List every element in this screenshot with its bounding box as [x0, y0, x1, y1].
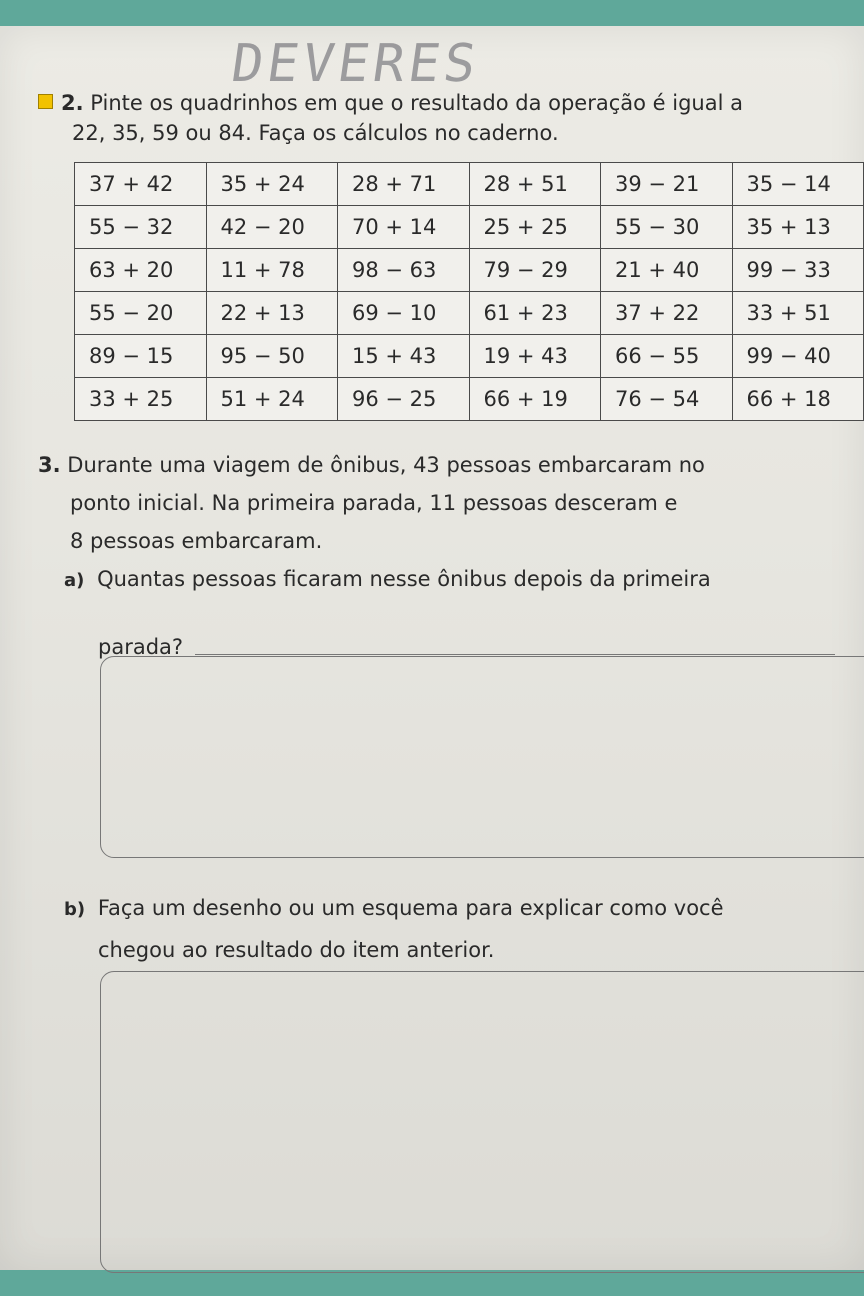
grid-cell[interactable]: 61 + 23 — [469, 292, 601, 335]
question-marker-icon — [38, 94, 53, 109]
grid-cell[interactable]: 11 + 78 — [206, 249, 338, 292]
question-3a — [64, 561, 854, 665]
grid-cell[interactable]: 25 + 25 — [469, 206, 601, 249]
question-3-text-line2: ponto inicial. Na primeira parada, 11 pessoas desceram e — [70, 491, 678, 515]
grid-cell[interactable]: 28 + 71 — [338, 163, 470, 206]
grid-cell[interactable]: 55 − 20 — [75, 292, 207, 335]
drawing-box-b[interactable] — [100, 971, 864, 1273]
question-3-number: 3. — [38, 453, 61, 477]
grid-cell[interactable]: 66 − 55 — [601, 335, 733, 378]
operations-grid — [74, 162, 864, 421]
question-3-text-line3: 8 pessoas embarcaram. — [70, 529, 323, 553]
grid-cell[interactable]: 96 − 25 — [338, 378, 470, 421]
grid-cell[interactable]: 76 − 54 — [601, 378, 733, 421]
grid-cell[interactable]: 19 + 43 — [469, 335, 601, 378]
grid-cell[interactable]: 55 − 32 — [75, 206, 207, 249]
grid-cell[interactable]: 70 + 14 — [338, 206, 470, 249]
question-3a-label: a) — [64, 570, 85, 591]
grid-cell[interactable]: 66 + 18 — [732, 378, 864, 421]
question-2-text-line2: 22, 35, 59 ou 84. Faça os cálculos no caderno. — [72, 121, 559, 145]
question-3b-text-line1: Faça um desenho ou um esquema para explicar como você — [97, 896, 724, 920]
grid-cell[interactable]: 33 + 51 — [732, 292, 864, 335]
grid-cell[interactable]: 39 − 21 — [601, 163, 733, 206]
question-2-text-line1: Pinte os quadrinhos em que o resultado da operação é igual a — [90, 91, 743, 115]
grid-cell[interactable]: 42 − 20 — [206, 206, 338, 249]
grid-cell[interactable]: 35 + 13 — [732, 206, 864, 249]
question-3a-text-line1: Quantas pessoas ficaram nesse ônibus depois da primeira — [97, 567, 711, 591]
grid-cell[interactable]: 79 − 29 — [469, 249, 601, 292]
question-3-text-line1: Durante uma viagem de ônibus, 43 pessoas embarcaram no — [67, 453, 705, 477]
grid-cell[interactable]: 95 − 50 — [206, 335, 338, 378]
grid-cell[interactable]: 22 + 13 — [206, 292, 338, 335]
answer-line[interactable] — [195, 654, 835, 655]
grid-cell[interactable]: 15 + 43 — [338, 335, 470, 378]
grid-row — [75, 378, 864, 421]
handwritten-title: DEVERES — [227, 34, 484, 94]
grid-row — [75, 292, 864, 335]
grid-cell[interactable]: 99 − 40 — [732, 335, 864, 378]
question-2 — [38, 88, 838, 148]
grid-cell[interactable]: 89 − 15 — [75, 335, 207, 378]
grid-cell[interactable]: 28 + 51 — [469, 163, 601, 206]
grid-row — [75, 335, 864, 378]
grid-cell[interactable]: 21 + 40 — [601, 249, 733, 292]
grid-cell[interactable]: 33 + 25 — [75, 378, 207, 421]
question-3b — [64, 888, 864, 970]
workbook-page — [0, 26, 864, 1270]
grid-cell[interactable]: 35 + 24 — [206, 163, 338, 206]
grid-cell[interactable]: 35 − 14 — [732, 163, 864, 206]
grid-cell[interactable]: 37 + 42 — [75, 163, 207, 206]
grid-cell[interactable]: 99 − 33 — [732, 249, 864, 292]
grid-row — [75, 206, 864, 249]
grid-cell[interactable]: 51 + 24 — [206, 378, 338, 421]
question-3b-text-line2: chegou ao resultado do item anterior. — [98, 938, 495, 962]
grid-cell[interactable]: 66 + 19 — [469, 378, 601, 421]
grid-cell[interactable]: 63 + 20 — [75, 249, 207, 292]
question-3 — [38, 446, 838, 560]
grid-cell[interactable]: 37 + 22 — [601, 292, 733, 335]
grid-cell[interactable]: 55 − 30 — [601, 206, 733, 249]
grid-row — [75, 249, 864, 292]
answer-box-a[interactable] — [100, 656, 864, 858]
grid-cell[interactable]: 69 − 10 — [338, 292, 470, 335]
question-3b-label: b) — [64, 899, 86, 920]
grid-cell[interactable]: 98 − 63 — [338, 249, 470, 292]
question-2-number: 2. — [61, 91, 84, 115]
question-3a-text-line2: parada? — [98, 635, 184, 659]
grid-row — [75, 163, 864, 206]
